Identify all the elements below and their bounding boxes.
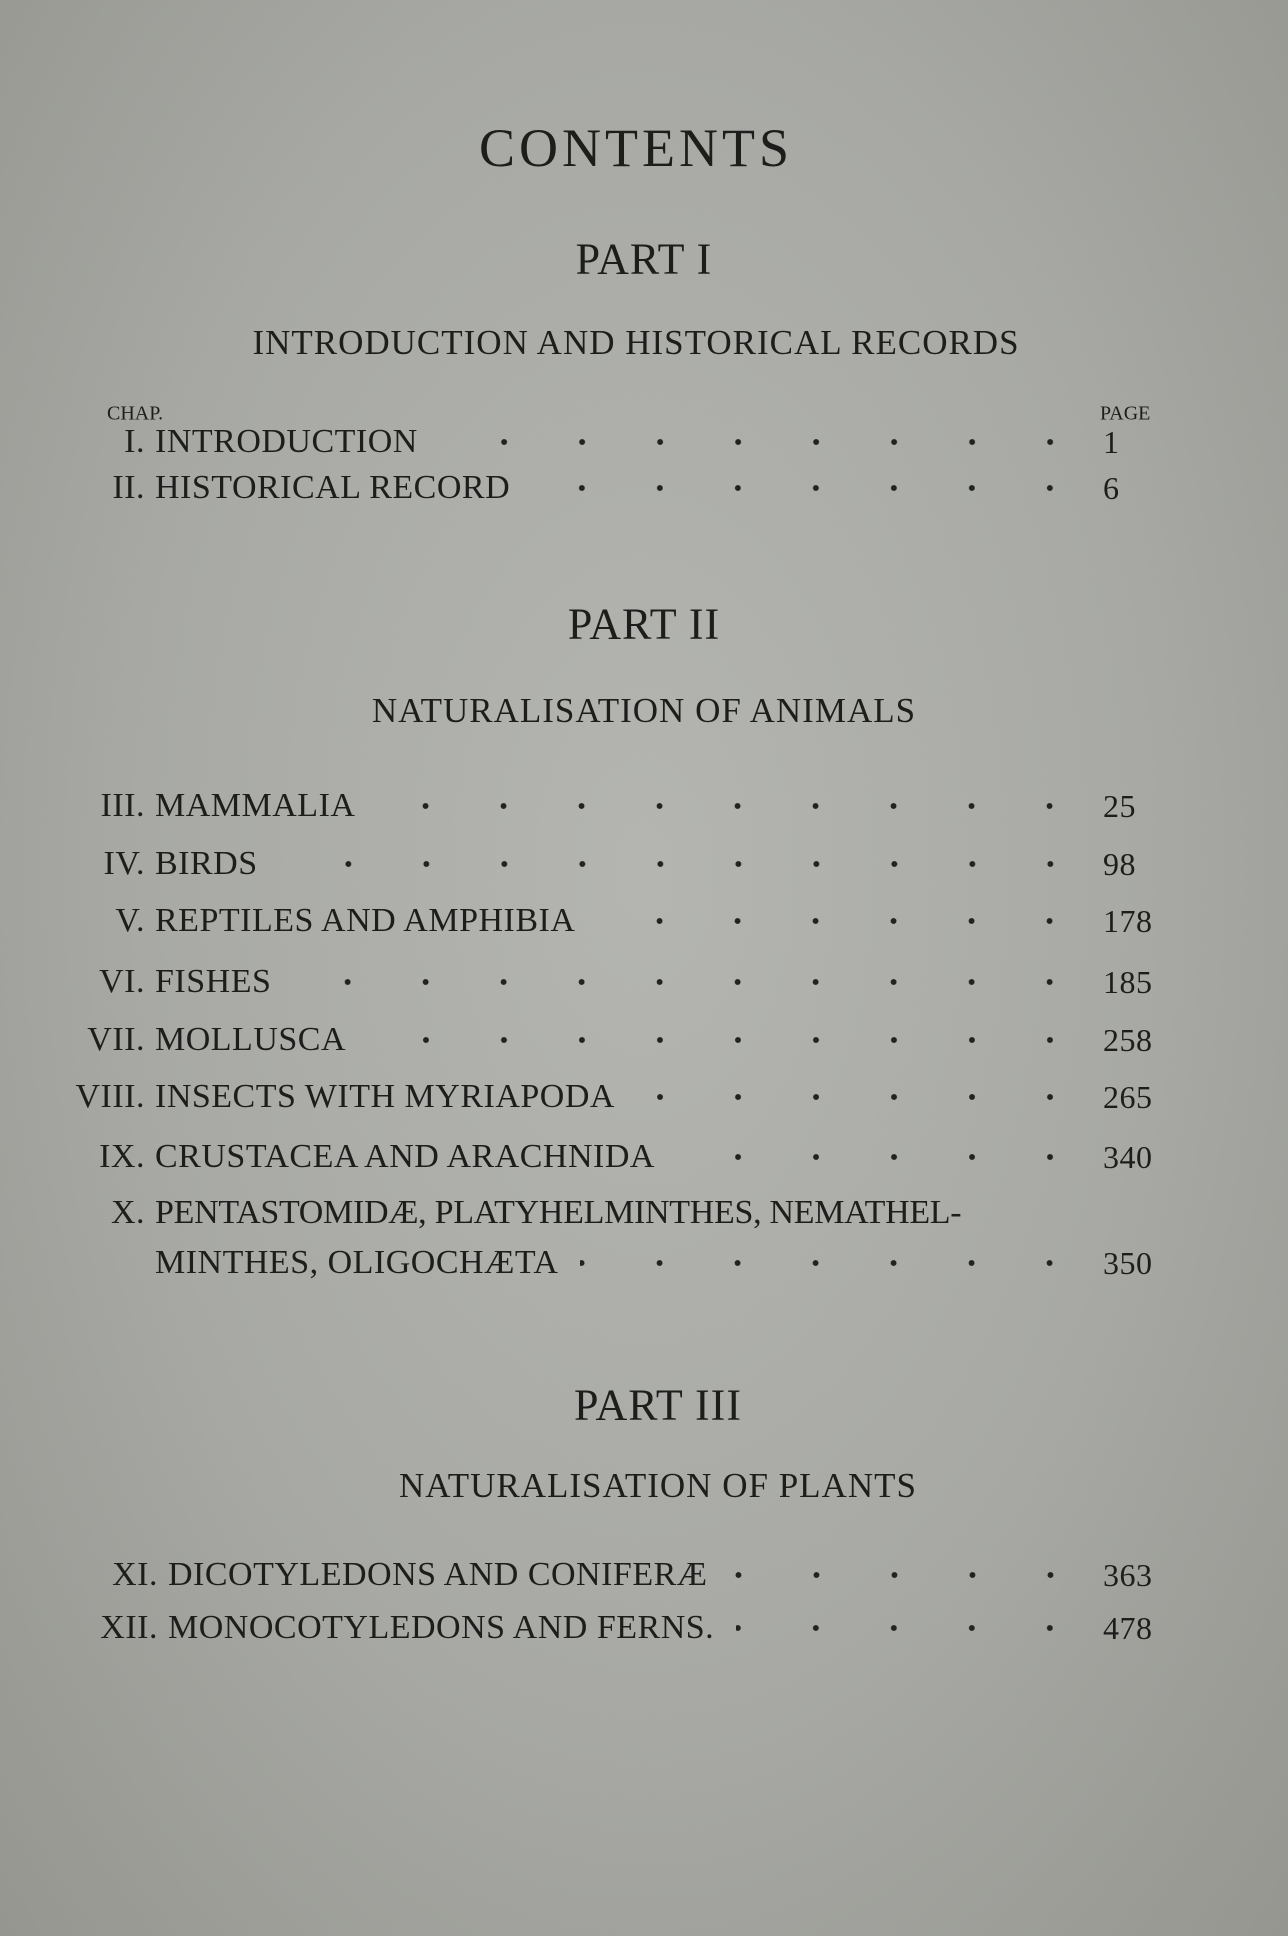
toc-entry[interactable] bbox=[0, 959, 1288, 1005]
dot-leader bbox=[637, 1092, 1089, 1102]
page-number: 6 bbox=[1103, 469, 1120, 506]
toc-entry[interactable] bbox=[0, 1190, 1288, 1236]
dot-leader bbox=[280, 859, 1089, 869]
page-number: 258 bbox=[1103, 1021, 1153, 1058]
chapter-title: PENTASTOMIDÆ, PLATYHELMINTHES, NEMATHEL- bbox=[155, 1194, 962, 1231]
dot-leader bbox=[736, 1623, 1089, 1633]
dot-leader bbox=[440, 437, 1089, 447]
toc-entry-continuation[interactable] bbox=[0, 1240, 1288, 1286]
part-1-subtitle: INTRODUCTION AND HISTORICAL RECORDS bbox=[252, 323, 1020, 362]
chapter-title: MOLLUSCA bbox=[155, 1021, 347, 1058]
toc-entry[interactable] bbox=[0, 1552, 1288, 1598]
page-number: 340 bbox=[1103, 1138, 1153, 1175]
chapter-title: INTRODUCTION bbox=[155, 423, 418, 460]
chapter-number: VI. bbox=[99, 963, 145, 1000]
part-2-subtitle: NATURALISATION OF ANIMALS bbox=[371, 691, 917, 730]
chapter-title-continuation: MINTHES, OLIGOCHÆTA bbox=[155, 1244, 559, 1281]
chapter-title: REPTILES AND AMPHIBIA bbox=[155, 902, 576, 939]
toc-entry[interactable] bbox=[0, 1017, 1288, 1063]
page-number: 178 bbox=[1103, 902, 1153, 939]
page-number: 363 bbox=[1103, 1556, 1153, 1593]
chapter-number: VII. bbox=[87, 1021, 145, 1058]
toc-entry[interactable] bbox=[0, 898, 1288, 944]
toc-entry[interactable] bbox=[0, 465, 1288, 511]
chapter-title: INSECTS WITH MYRIAPODA bbox=[155, 1078, 615, 1115]
page-number: 1 bbox=[1103, 423, 1120, 460]
chapter-number: II. bbox=[112, 469, 145, 506]
page-number: 265 bbox=[1103, 1078, 1153, 1115]
chapter-number: VIII. bbox=[75, 1078, 145, 1115]
chapter-title: CRUSTACEA AND ARACHNIDA bbox=[155, 1138, 655, 1175]
part-3-subtitle: NATURALISATION OF PLANTS bbox=[399, 1466, 917, 1505]
chapter-title: FISHES bbox=[155, 963, 272, 1000]
chap-column-header: CHAP. bbox=[107, 402, 164, 425]
page-number: 185 bbox=[1103, 963, 1153, 1000]
chapter-title: HISTORICAL RECORD bbox=[155, 469, 511, 506]
chapter-title: BIRDS bbox=[155, 845, 258, 882]
page-number: 478 bbox=[1103, 1609, 1153, 1646]
chapter-title: MONOCOTYLEDONS AND FERNS. bbox=[168, 1609, 715, 1646]
chapter-number: V. bbox=[115, 902, 145, 939]
chapter-number: IV. bbox=[103, 845, 145, 882]
toc-entry[interactable] bbox=[0, 1074, 1288, 1120]
part-1-heading: PART I bbox=[575, 234, 713, 284]
dot-leader bbox=[377, 801, 1089, 811]
page-title: CONTENTS bbox=[479, 118, 793, 178]
dot-leader bbox=[293, 977, 1089, 987]
toc-entry[interactable] bbox=[0, 1134, 1288, 1180]
page-number: 25 bbox=[1103, 787, 1136, 824]
toc-entry[interactable] bbox=[0, 1605, 1288, 1651]
dot-leader bbox=[532, 483, 1089, 493]
dot-leader bbox=[730, 1570, 1089, 1580]
chapter-number: X. bbox=[110, 1194, 145, 1231]
dot-leader bbox=[368, 1035, 1089, 1045]
page-number: 98 bbox=[1103, 845, 1136, 882]
chapter-number: XII. bbox=[100, 1609, 158, 1646]
chapter-number: I. bbox=[124, 423, 145, 460]
page-number: 350 bbox=[1103, 1244, 1153, 1281]
chapter-number: XI. bbox=[112, 1556, 158, 1593]
dot-leader bbox=[597, 916, 1089, 926]
toc-entry[interactable] bbox=[0, 841, 1288, 887]
toc-entry[interactable] bbox=[0, 419, 1288, 465]
page-column-header: PAGE bbox=[1100, 402, 1151, 425]
dot-leader bbox=[677, 1152, 1089, 1162]
chapter-number: III. bbox=[100, 787, 145, 824]
part-3-heading: PART III bbox=[574, 1380, 742, 1430]
toc-entry[interactable] bbox=[0, 783, 1288, 829]
dot-leader bbox=[580, 1258, 1089, 1268]
chapter-title: MAMMALIA bbox=[155, 787, 356, 824]
chapter-title: DICOTYLEDONS AND CONIFERÆ bbox=[168, 1556, 708, 1593]
part-2-heading: PART II bbox=[567, 599, 721, 649]
chapter-number: IX. bbox=[99, 1138, 145, 1175]
